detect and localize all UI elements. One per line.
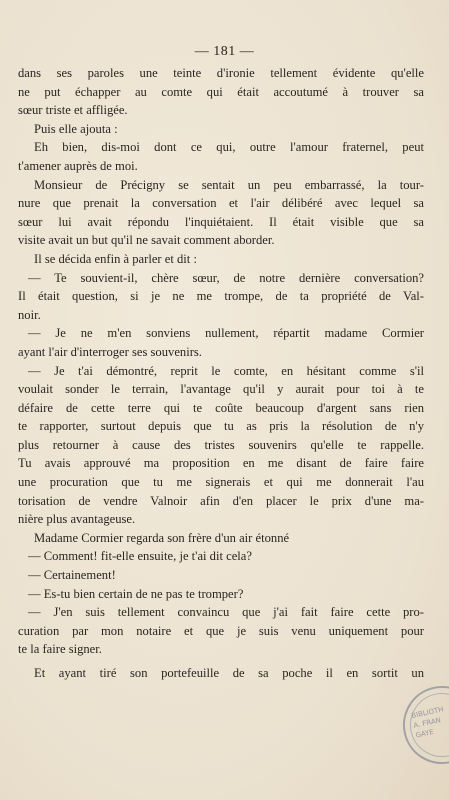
text-line: visite avait un but qu'il ne savait comment aborder.: [18, 233, 275, 248]
text-line: sœur triste et affligée.: [18, 103, 128, 118]
text-line: Et ayant tiré son portefeuille de sa poche il en sortit un: [34, 666, 424, 680]
text-line: sœur lui avait répondu l'inquiétaient. Il était visible que sa: [18, 214, 424, 229]
text-line: défaire de cette terre qui te coûte beaucoup d'argent sans rien: [18, 400, 424, 415]
text-line: — Te souvient-il, chère sœur, de notre dernière conversation?: [28, 270, 424, 285]
text-line: ne put échapper au comte qui était accoutumé à trouver sa: [18, 84, 424, 99]
text-line: torisation de vendre Valnoir afin d'en placer le prix d'une ma-: [18, 493, 424, 508]
text-line: — Certainement!: [28, 568, 116, 583]
library-stamp: [396, 679, 449, 772]
text-line: ayant l'air d'interroger ses souvenirs.: [18, 344, 202, 359]
text-line: une procuration que tu me signerais et qui me donnerait l'au: [18, 475, 424, 490]
text-line: — Comment! fit-elle ensuite, je t'ai dit cela?: [28, 549, 252, 564]
text-line: Madame Cormier regarda son frère d'un air étonné: [34, 530, 290, 545]
text-line: Monsieur de Précigny se sentait un peu embarrassé, la tour-: [34, 177, 424, 192]
text-line: nière plus avantageuse.: [18, 512, 136, 527]
text-line: te rapporter, surtout depuis que tu as pris la résolution de n'y: [18, 419, 424, 434]
stamp-text: GAYE: [414, 727, 435, 740]
text-line: — Je t'ai démontré, reprit le comte, en hésitant comme s'il: [28, 363, 424, 378]
page-text: [18, 64, 424, 683]
text-line: curation par mon notaire et que je suis venu uniquement pour: [18, 623, 424, 638]
text-line: nure que prenait la conversation et l'air délibéré avec lequel sa: [18, 196, 424, 211]
text-line: — Je ne m'en sonviens nullement, répartit madame Cormier: [28, 326, 424, 341]
stamp-text: BIBLIOTH: [410, 705, 445, 721]
text-line: Tu avais approuvé ma proposition en me disant de faire faire: [18, 456, 424, 471]
text-line: Eh bien, dis-moi dont ce qui, outre l'amour fraternel, peut: [34, 140, 424, 155]
text-line: plus retourner à cause des tristes souvenirs qu'elle te rappelle.: [18, 437, 424, 452]
text-line: — Es-tu bien certain de ne pas te tromper?: [28, 586, 244, 601]
text-line: — J'en suis tellement convaincu que j'ai fait faire cette pro-: [28, 605, 424, 620]
stamp-text: A. FRAN: [412, 716, 442, 730]
text-line: te la faire signer.: [18, 642, 102, 657]
text-line: noir.: [18, 307, 41, 322]
text-line: Il se décida enfin à parler et dit :: [34, 251, 197, 266]
page-number: — 181 —: [194, 44, 255, 59]
text-line: Puis elle ajouta :: [34, 121, 118, 136]
text-line: voulait sonder le terrain, l'avantage qu'il y aurait pour toi à te: [18, 382, 424, 397]
text-line: Il était question, si je ne me trompe, de ta propriété de Val-: [18, 289, 424, 304]
text-line: t'amener auprès de moi.: [18, 158, 138, 173]
text-line: dans ses paroles une teinte d'ironie tellement évidente qu'elle: [18, 66, 424, 80]
